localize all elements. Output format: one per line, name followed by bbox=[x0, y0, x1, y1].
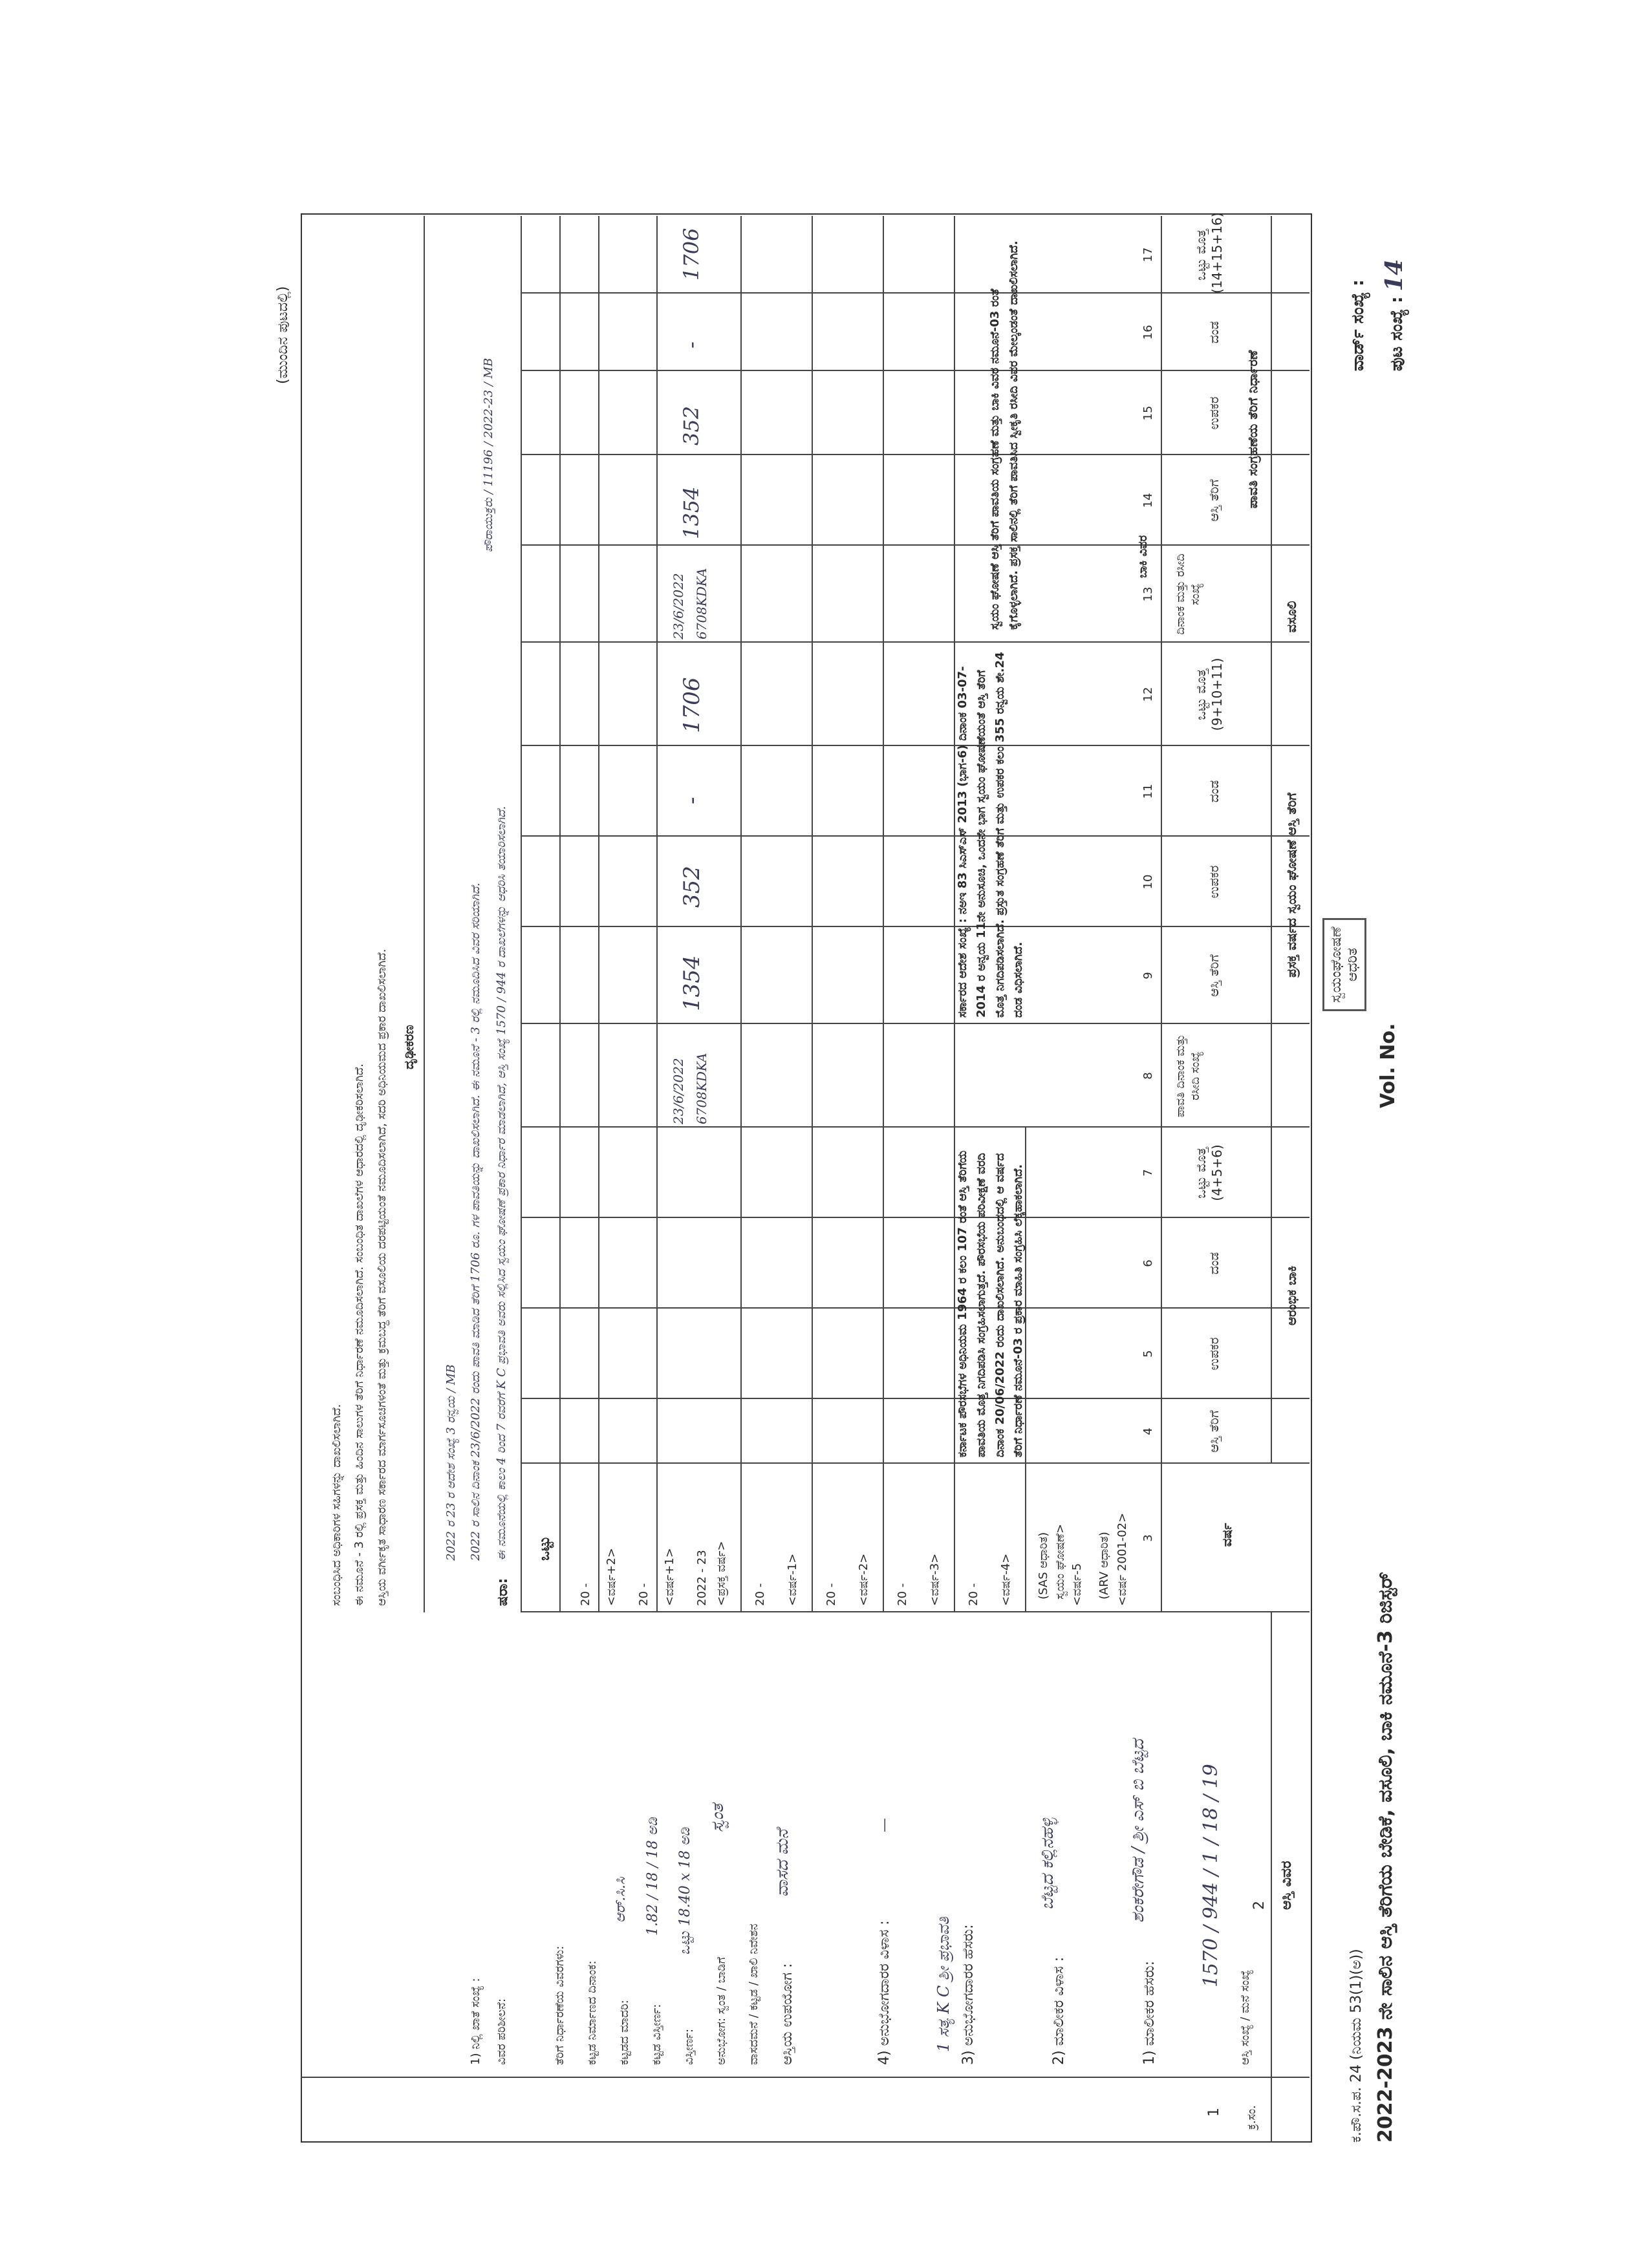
col-divider-h bbox=[521, 745, 1310, 746]
total-row: ಒಟ್ಟು bbox=[537, 1536, 553, 1561]
header-balance: ಪಾವತಿ ಸಂಗ್ರಹಣೆಯ ತೆರಿಗೆ ನಿರ್ಧಾರಣೆ bbox=[1245, 350, 1260, 509]
row-line-4 bbox=[812, 216, 813, 1612]
year-row-4: (SAS ಆಧಾರಿತ) bbox=[1037, 1532, 1050, 1599]
sub-cess-3: ಉಪಕರ bbox=[1206, 396, 1222, 430]
sub-penalty-1: ದಂಡ bbox=[1206, 1252, 1222, 1275]
property-number: 1570 / 944 / 1 / 18 / 19 bbox=[1200, 1764, 1222, 1987]
occupant-address-label: 4) ಅನುಭೋಗದಾರರ ವಿಳಾಸ : bbox=[876, 1920, 892, 2065]
serial-label: ಕ್ರ.ಸಂ. bbox=[1245, 2105, 1258, 2130]
year-row-11: <ವರ್ಷ-1> bbox=[786, 1553, 799, 1606]
construction-date-label: ಕಟ್ಟಡ ನಿರ್ಮಾಣದ ದಿನಾಂಕ: bbox=[585, 1960, 599, 2065]
verification-value: 1) ನಿಲ್ಲಿ ಖಾತೆ ಸಂಖ್ಯೆ : bbox=[469, 1978, 482, 2065]
row-line-6 bbox=[656, 216, 658, 1612]
colnum-14: 14 bbox=[1141, 493, 1155, 508]
use-label: ಆಸ್ತಿಯ ಉಪಯೋಗ : bbox=[779, 1963, 795, 2065]
panel-header-line bbox=[1271, 1612, 1272, 2143]
year-row-3: ಸ್ವಯಂ ಘೋಷಣೆ> bbox=[1053, 1523, 1067, 1599]
header-collection: ವಸೂಲಿ bbox=[1284, 601, 1299, 633]
colnum-9: 9 bbox=[1141, 972, 1155, 979]
arrears-col-divider bbox=[521, 1462, 1310, 1464]
row-line-5 bbox=[740, 216, 742, 1612]
self-assessment-stamp bbox=[1322, 918, 1366, 1011]
collection-penalty-value: - bbox=[679, 341, 704, 348]
year-row-16: 20 - bbox=[637, 1583, 651, 1606]
table-bottom-line bbox=[521, 216, 522, 1612]
year-row-0: <ವರ್ಷ 2001-02> bbox=[1116, 1512, 1129, 1606]
arrears-note: ಕರ್ನಾಟಕ ಪೌರಸಭೆಗಳ ಅಧಿನಿಯಮ 1964 ರ ಕಲಂ 107 ರಂತೆ ಆಸ್ತಿ ತೆರಿಗೆಯ ಪಾವತಿಯ ಮೊತ್ತ ನಿಗದಿಪಡಿಸಿ ಸಂಗ್ರಹಿಸಲಾಗುತ್ತದೆ. ಪೌರಸಭೆಯ ಪರಿವೀಕ್ಷಣೆ ವರದಿ ದಿನಾಂಕ 20/06/2022 ರಂದು ದಾಖಲಿಸಲಾಗಿದೆ. ಅನುಬಂಧದಲ್ಲಿ ಆ ವರ್ಷದ ತೆರಿಗೆ ನಿರ್ಧಾರಣೆ ನಮೂನೆ-03 ರ ಪ್ರಕಾರ ಮಾಹಿತಿ ಸಂಗ್ರಹಿಸಿ ಲೆಕ್ಕಹಾಕಲಾಗಿದೆ. bbox=[956, 1150, 1026, 1457]
col-divider-c bbox=[521, 1217, 1310, 1218]
type-label: ವಾಸದಮನೆ / ಕಟ್ಟಡ / ಖಾಲಿ ನಿವೇಶನ bbox=[747, 1923, 760, 2065]
colnum-12: 12 bbox=[1141, 687, 1155, 702]
sub-total-a: ಒಟ್ಟು ಮೊತ್ತ (4+5+6) bbox=[1193, 1144, 1225, 1201]
area-value: ಒಟ್ಟು 18.40 x 18 ಅಡಿ bbox=[677, 1827, 693, 1955]
receipt-date-collection: 23/6/2022 bbox=[671, 573, 686, 639]
rotated-register-page bbox=[210, 100, 1439, 2168]
col-divider-m bbox=[521, 292, 1310, 294]
certificate-line-3: ಸಂಬಂಧಿಸಿದ ಅಧಿಕಾರಿಗಳ ಸಹಿಗಳನ್ನು ದಾಖಲಿಸಲಾಗಿದೆ. bbox=[330, 1404, 343, 1606]
certificate-line bbox=[424, 216, 425, 1612]
year-row-15: <ವರ್ಷ+1> bbox=[663, 1548, 676, 1606]
header-year: ವರ್ಷ bbox=[1219, 1523, 1234, 1547]
page-no-value: 14 bbox=[1381, 259, 1408, 292]
year-row-10: 20 - bbox=[824, 1583, 838, 1606]
colnum-15: 15 bbox=[1141, 405, 1155, 421]
receipt-no-collection: 6708KDKA bbox=[694, 568, 709, 639]
sub-cess-2: ಉಪಕರ bbox=[1206, 865, 1222, 899]
sub-total-c: ಒಟ್ಟು ಮೊತ್ತ (14+15+16) bbox=[1193, 212, 1225, 294]
col-divider-b bbox=[521, 1307, 1310, 1309]
continued-note: (ಮುಂದಿನ ಪುಟದಲ್ಲಿ) bbox=[275, 286, 291, 384]
sub-date: ದಿನಾಂಕ ಮತ್ತು ರಸೀದಿ ಸಂಖ್ಯೆ bbox=[1174, 553, 1202, 635]
sub-tax-3: ಆಸ್ತಿ ತೆರಿಗೆ bbox=[1206, 479, 1222, 522]
collection-tax-value: 1354 bbox=[679, 486, 704, 539]
remarks-line-3: 2022 ರ 23 ರ ಆದೇಶ ಸಂಖ್ಯೆ 3 ರನ್ವಯ / MB bbox=[444, 1364, 458, 1561]
colnum-7: 7 bbox=[1141, 1169, 1155, 1177]
year-row-13: <ಪ್ರಸಕ್ತ ವರ್ಷ> bbox=[715, 1541, 728, 1606]
stamp-line-1: ಸ್ವಯಂಘೋಷಣೆ bbox=[1328, 926, 1344, 1003]
stamp-line-2: ಆಧರಿತ bbox=[1344, 948, 1361, 982]
col-divider-k bbox=[521, 454, 1310, 455]
register-title: 2022-2023 ನೇ ಸಾಲಿನ ಆಸ್ತಿ ತೆರಿಗೆಯ ಬೇಡಿಕೆ, ವಸೂಲಿ, ಬಾಕಿ ನಮೂನೆ-3 ರಿಜಿಸ್ಟರ್ bbox=[1374, 1572, 1397, 2143]
occupant-value: 1 ಸತ್ಯ K C ಶ್ರೀ ಪ್ರಭಾವತಿ bbox=[934, 1916, 953, 2052]
rights-value: ಸ್ವಂತ bbox=[708, 1804, 727, 1832]
verification-label: ವಿವರ ಪರಿಶೀಲನೆ: bbox=[495, 1998, 508, 2065]
built-area-label: ಕಟ್ಟಡ ವಿಸ್ತೀರ್ಣ: bbox=[650, 2004, 663, 2065]
officer-annotation: ಪೌರಾಯುಕ್ತರು / 11196 / 2022-23 / MB bbox=[482, 358, 495, 552]
tax-remarks-label: ತೆರಿಗೆ ನಿರ್ಧಾರಣೆಯ ವಿವರಗಳು: bbox=[553, 1945, 566, 2065]
year-row-2: <ವರ್ಷ-5 bbox=[1070, 1563, 1084, 1606]
demand-penalty-value: - bbox=[679, 797, 705, 804]
year-row-9: <ವರ್ಷ-2> bbox=[857, 1553, 870, 1606]
sub-tax-1: ಆಸ್ತಿ ತೆರಿಗೆ bbox=[1206, 1410, 1222, 1453]
header-demand: ಪ್ರಸಕ್ತ ವರ್ಷದ ಸ್ವಯಂ ಘೋಷಣೆ ಆಸ್ತಿ ತೆರಿಗೆ bbox=[1284, 793, 1299, 978]
row-line-7 bbox=[598, 216, 599, 1612]
demand-total-value: 1706 bbox=[679, 677, 705, 733]
collection-total-value: 1706 bbox=[679, 228, 704, 281]
colnum-11: 11 bbox=[1141, 784, 1155, 799]
year-row-8: 20 - bbox=[896, 1583, 909, 1606]
ward-no-label: ವಾರ್ಡ್ ಸಂಖ್ಯೆ : bbox=[1348, 279, 1368, 371]
colnum-3: 3 bbox=[1141, 1534, 1155, 1542]
balance-note: ಸ್ವಯಂ ಘೋಷಣೆ ಆಸ್ತಿ ತೆರಿಗೆ ಪಾವತಿಯ ಸಂಗ್ರಹಣೆ ಮತ್ತು ಬಾಕಿ ವಿವರ ನಮೂನೆ-03 ರಂತೆ ಕೈಗೊಳ್ಳಲಾಗಿದೆ. ಪ್ರಸಕ್ತ ಸಾಲಿನಲ್ಲಿ ತೆರಿಗೆ ಪಾವತಿಸಿದ ಸ್ವೀಕೃತಿ ರಸೀದಿ ವಿವರ ಮೇಲ್ಕಂಡಂತೆ ದಾಖಲಿಸಲಾಗಿದೆ. bbox=[988, 241, 1020, 630]
occupant-address-value: — bbox=[876, 1818, 892, 1832]
sub-cess-1: ಉಪಕರ bbox=[1206, 1337, 1222, 1371]
colnum-17: 17 bbox=[1141, 247, 1155, 262]
address-label: 2) ಮಾಲೀಕರ ವಿಳಾಸ : bbox=[1051, 1956, 1067, 2065]
colnum-4: 4 bbox=[1141, 1428, 1155, 1435]
vol-no: Vol. No. bbox=[1377, 1023, 1399, 1108]
receipt-no-demand: 6708KDKA bbox=[694, 1053, 709, 1124]
rights-label: ಅನುಭೋಗ: ಸ್ವಂತ / ಬಾಡಿಗೆ bbox=[715, 1956, 728, 2065]
colnum-10: 10 bbox=[1141, 874, 1155, 890]
page-no-row bbox=[1381, 259, 1408, 371]
area-label: ವಿಸ್ತೀರ್ಣ: bbox=[682, 2028, 696, 2065]
column-number-line bbox=[1161, 216, 1162, 1612]
colnum-16: 16 bbox=[1141, 325, 1155, 340]
year-row-18: 20 - bbox=[579, 1583, 592, 1606]
balance-note-title: ಬಾಕಿ ವಿವರ bbox=[1136, 535, 1150, 578]
sub-penalty-3: ದಂಡ bbox=[1206, 321, 1222, 344]
col-one: 1 bbox=[1206, 2108, 1222, 2117]
col-divider-l bbox=[521, 370, 1310, 371]
group-header-line bbox=[1271, 216, 1272, 1464]
built-area-value: 1.82 / 18 / 18 ಅಡಿ bbox=[645, 1817, 661, 1936]
certificate-title: ದೃಢೀಕರಣ bbox=[401, 1025, 416, 1069]
colnum-6: 6 bbox=[1141, 1259, 1155, 1267]
demand-cess-value: 352 bbox=[679, 866, 705, 908]
remarks-line-1: ಈ ನಮೂನೆಯಲ್ಲಿ ಕಾಲಂ 4 ರಿಂದ 7 ರವರೆಗೆ K C ಪ್ರಭಾವತಿ ಅವರು ಸಲ್ಲಿಸಿದ ಸ್ವಯಂ ಘೋಷಣೆ ಪ್ರಕಾರ ನಿರ್ಧಾರ ಮಾಡಲಾಗಿದೆ, ಆಸ್ತಿ ಸಂಖ್ಯೆ 1570 / 944 ರ ದಾಖಲೆಗಳನ್ನು ಆಧರಿಸಿ ತಯಾರಿಸಲಾಗಿದೆ. bbox=[495, 806, 508, 1561]
colnum-8: 8 bbox=[1141, 1072, 1155, 1080]
col-number: 2 bbox=[1251, 1901, 1267, 1910]
row-line-3 bbox=[883, 216, 884, 1612]
property-id-label: ಆಸ್ತಿ ಸಂಖ್ಯೆ / ಮನೆ ಸಂಖ್ಯೆ bbox=[1238, 1969, 1252, 2065]
building-type-label: ಕಟ್ಟಡದ ಮಾದರಿ: bbox=[618, 2000, 631, 2065]
remarks-line-2: 2022 ರ ಸಾಲಿನ ದಿನಾಂಕ 23/6/2022 ರಂದು ಪಾವತಿ ಮಾಡಿದ ತೆರಿಗೆ 1706 ರೂ. ಗಳ ಪಾವತಿಯನ್ನು ದಾಖಲಿಸಲಾಗಿದೆ. ಈ ನಮೂನೆ - 3 ರಲ್ಲಿ ನಮೂದಿಸಿದ ವಿವರ ಸರಿಯಾಗಿದೆ. bbox=[469, 883, 482, 1561]
form-number: ಕ.ಪೌ.ಸ.ಪ. 24 (ನಿಯಮ 53(1)(ಅ)) bbox=[1348, 1949, 1364, 2143]
year-row-17: <ವರ್ಷ+2> bbox=[605, 1548, 618, 1606]
owner-label: 1) ಮಾಲೀಕರ ಹೆಸರು: bbox=[1141, 1961, 1158, 2065]
year-row-1: (ARV ಆಧಾರಿತ) bbox=[1097, 1532, 1111, 1599]
demand-tax-value: 1354 bbox=[679, 955, 705, 1011]
year-row-6: 20 - bbox=[967, 1583, 980, 1606]
page-no-label: ಪುಟ ಸಂಖ್ಯೆ : bbox=[1387, 296, 1406, 371]
certificate-line-1: ಆಸ್ತಿಯ ವರ್ಗೀಕೃತ ಸಾಧಾರಣ ಸರ್ಕಾರದ ಮಾರ್ಗಸೂಚಿಗಳಂತೆ ಮತ್ತು ಕ್ರಮಬದ್ಧ ತೆರಿಗೆ ವಸೂಲಿಯ ದರಪಟ್ಟಿಯಂತೆ ನಮೂದಿಸಲಾಗಿದೆ, ಸದರಿ ಅಧಿನಿಯಮದ ಪ್ರಕಾರ ದಾಖಲಿಸಲಾಗಿದೆ. bbox=[375, 948, 389, 1606]
col-divider-f bbox=[521, 926, 1310, 927]
building-type-value: ಆರ್.ಸಿ.ಸಿ bbox=[612, 1877, 629, 1923]
sub-receipt: ಪಾವತಿ ದಿನಾಂಕ ಮತ್ತು ರಸೀದಿ ಸಂಖ್ಯೆ bbox=[1174, 1034, 1202, 1118]
row-line-8 bbox=[559, 216, 561, 1612]
header-arrears: ಆರಂಭಿಕ ಬಾಕಿ bbox=[1284, 1265, 1299, 1326]
sub-total-b: ಒಟ್ಟು ಮೊತ್ತ (9+10+11) bbox=[1193, 658, 1225, 731]
receipt-date-demand: 23/6/2022 bbox=[671, 1058, 686, 1124]
col-divider-g bbox=[521, 835, 1310, 837]
use-value: ವಾಸದ ಮನೆ bbox=[773, 1829, 792, 1897]
demand-note: ಸರ್ಕಾರದ ಆದೇಶ ಸಂಖ್ಯೆ : ನಅಇ 83 ಸಿಎಸ್ಎಸ್ 2013 (ಭಾಗ-6) ದಿನಾಂಕ 03-07-2014 ರ ಅನ್ವಯ 11ನೇ ಅನುಸೂಚಿ, ಒಂದನೇ ಭಾಗ ಸ್ವಯಂ ಘೋಷಣೆಯಂತೆ ಆಸ್ತಿ ತೆರಿಗೆ ಮೊತ್ತ ನಿಗದಿಪಡಿಸಲಾಗಿದೆ. ಪ್ರಸ್ತುತ ಸಂಗ್ರಹಣೆ ತೆರಿಗೆ ಮತ್ತು ಉಪಕರ ಕಲಂ 355 ರನ್ವಯ ಶೇ.24 ದಂಡ ವಿಧಿಸಲಾಗಿದೆ. bbox=[956, 652, 1026, 1018]
occupant-label: 3) ಅನುಭೋಗದಾರರ ಹೆಸರು: bbox=[960, 1924, 976, 2065]
year-row-12: 20 - bbox=[753, 1583, 767, 1606]
year-row-14: 2022 - 23 bbox=[695, 1550, 709, 1606]
remarks-label: ಷರಾ: bbox=[495, 1578, 511, 1606]
property-section-title: ಆಸ್ತಿ ವಿವರ bbox=[1278, 1861, 1295, 1910]
address-value: ಬೆಟ್ಟದ ಕಲ್ಲಿನಹಳ್ಳಿ bbox=[1038, 1817, 1057, 1910]
collection-cess-value: 352 bbox=[679, 405, 704, 445]
year-row-5: <ವರ್ಷ-4> bbox=[999, 1553, 1013, 1606]
col-divider-a bbox=[521, 1398, 1310, 1399]
sub-penalty-2: ದಂಡ bbox=[1206, 780, 1222, 803]
colnum-13: 13 bbox=[1141, 586, 1155, 602]
sub-tax-2: ಆಸ್ತಿ ತೆರಿಗೆ bbox=[1206, 954, 1222, 997]
year-row-7: <ವರ್ಷ-3> bbox=[928, 1553, 942, 1606]
certificate-line-2: ಈ ನಮೂನೆ - 3 ರಲ್ಲಿ ಪ್ರಸಕ್ತ ಮತ್ತು ಹಿಂದಿನ ಸಾಲುಗಳ ತೆರಿಗೆ ನಿರ್ಧಾರಣೆ ನಮೂದಿಸಲಾಗಿದೆ. ಸಂಬಂಧಿತ ದಾಖಲೆಗಳ ಆಧಾರದಲ್ಲಿ ದೃಢೀಕರಿಸಲಾಗಿದೆ. bbox=[352, 1064, 366, 1606]
owner-value: ಶಂಕರೇಗೌಡ / ಶ್ರೀ ಎಸ್ ಬಿ ಬೆಟ್ಟದ bbox=[1128, 1739, 1148, 1923]
year-col-divider bbox=[521, 1611, 1310, 1612]
panel-divider bbox=[301, 2077, 1310, 2078]
colnum-5: 5 bbox=[1141, 1350, 1155, 1358]
